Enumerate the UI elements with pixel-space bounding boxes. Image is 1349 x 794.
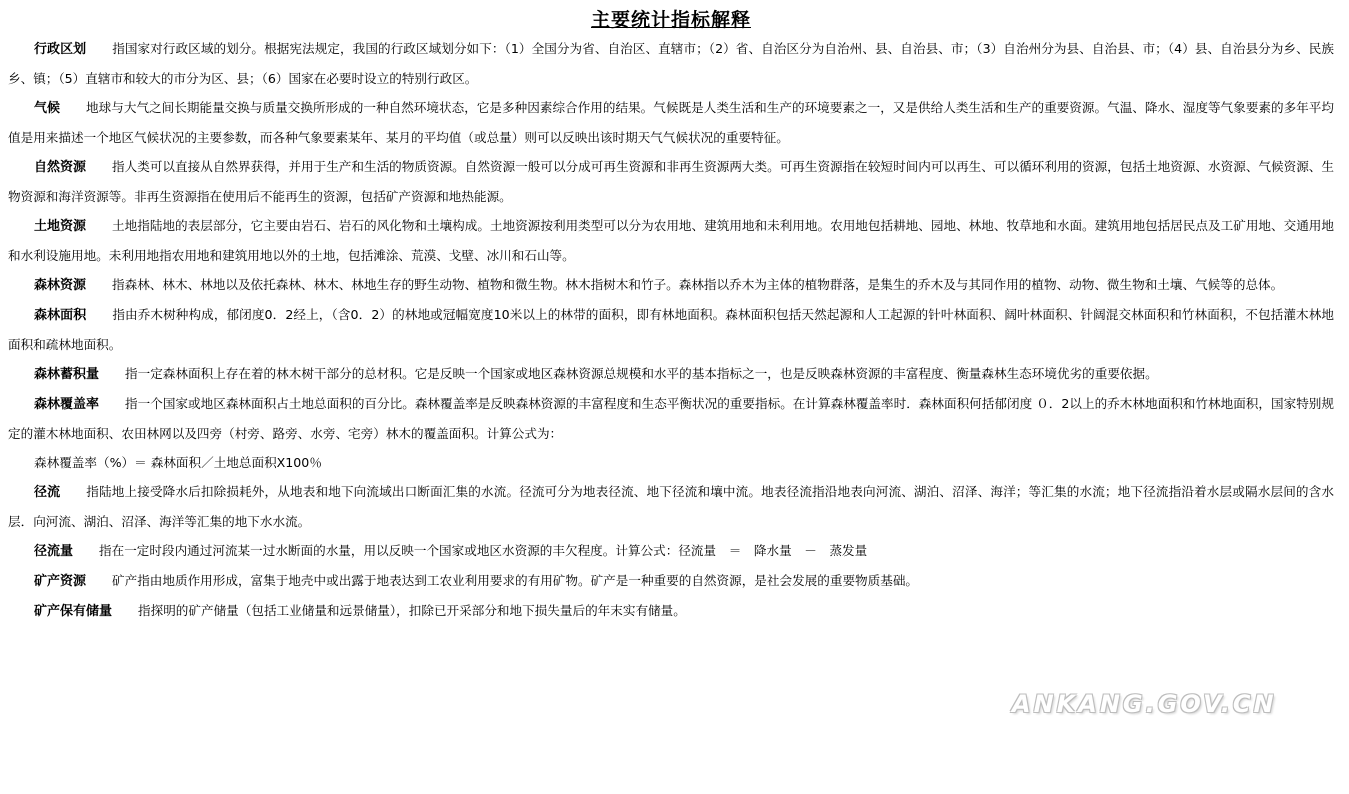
entry-term: 矿产保有储量	[34, 604, 113, 619]
entry-term: 森林面积	[34, 308, 87, 323]
entry-runoff	[8, 477, 1334, 536]
entry-land-resources	[8, 211, 1334, 270]
entry-term: 行政区划	[34, 42, 87, 57]
entry-mineral-resources	[8, 566, 1334, 596]
entry-term: 径流	[34, 485, 61, 500]
entry-text: 土地指陆地的表层部分，它主要由岩石、岩石的风化物和土壤构成。土地资源按利用类型可以分为农用地、建筑用地和未利用地。农用地包括耕地、园地、林地、牧草地和水面。建筑用地包括居民点及工矿用地、交通用地和水利设施用地。未利用地指农用地和建筑用地以外的土地，包括滩涂、荒漠、戈壁、冰川和石山等。	[8, 218, 1334, 263]
entry-text: 矿产指由地质作用形成，富集于地壳中或出露于地表达到工农业利用要求的有用矿物。矿产是一种重要的自然资源，是社会发展的重要物质基础。	[112, 573, 919, 588]
entry-term: 森林蓄积量	[34, 367, 100, 382]
entry-text: 指一个国家或地区森林面积占土地总面积的百分比。森林覆盖率是反映森林资源的丰富程度和生态平衡状况的重要指标。在计算森林覆盖率时．森林面积何括郁闭度 ０．2以上的乔木林地面积和竹林地面积，国家特别规定的灌木林地面积、农田林网以及四旁（村旁、路旁、水旁、宅旁）林木的覆盖面积。计算公式为：	[8, 396, 1334, 441]
entry-text: 指陆地上接受降水后扣除损耗外，从地表和地下向流域出口断面汇集的水流。径流可分为地表径流、地下径流和壤中流。地表径流指沿地表向河流、湖泊、沼泽、海洋；等汇集的水流；地下径流指沿着水层或隔水层间的含水层．向河流、湖泊、沼泽、海洋等汇集的地下水水流。	[8, 484, 1334, 529]
entry-text: 指由乔木树种构成，郁闭度0．2经上，（含0．2）的林地或冠幅宽度10米以上的林带的面积，即有林地面积。森林面积包括天然起源和人工起源的针叶林面积、阔叶林面积、针阔混交林面积和竹林面积，不包括灌木林地面积和疏林地面积。	[8, 307, 1334, 352]
entry-text: 指在一定时段内通过河流某一过水断面的水量，用以反映一个国家或地区水资源的丰欠程度。计算公式：径流量 ＝ 降水量 － 蒸发量	[99, 543, 868, 558]
entry-forest-stock-volume	[8, 359, 1334, 389]
entry-text: 指国家对行政区域的划分。根据宪法规定，我国的行政区域划分如下：（1）全国分为省、自治区、直辖市；（2）省、自治区分为自治州、县、自治县、市；（3）自治州分为县、自治县、市；（4）县、自治县分为乡、民族乡、镇；（5）直辖市和较大的市分为区、县；（6）国家在必要时设立的特别行政区。	[8, 41, 1334, 86]
entry-text: 指探明的矿产储量（包括工业储量和远景储量），扣除已开采部分和地下损失量后的年末实有储量。	[138, 603, 686, 618]
entry-term: 森林覆盖率	[34, 397, 100, 412]
entry-term: 气候	[34, 101, 61, 116]
entry-text: 指一定森林面积上存在着的林木树干部分的总材积。它是反映一个国家或地区森林资源总规模和水平的基本指标之一，也是反映森林资源的丰富程度、衡量森林生态环境优劣的重要依据。	[125, 366, 1158, 381]
entry-text: 指人类可以直接从自然界获得，并用于生产和生活的物质资源。自然资源一般可以分成可再生资源和非再生资源两大类。可再生资源指在较短时间内可以再生、可以循环利用的资源，包括土地资源、水资源、气候资源、生物资源和海洋资源等。非再生资源指在使用后不能再生的资源，包括矿产资源和地热能源。	[8, 159, 1334, 204]
site-watermark: ANKANG.GOV.CN	[1012, 690, 1277, 718]
entry-term: 森林资源	[34, 278, 87, 293]
entry-administrative-division	[8, 34, 1334, 93]
forest-coverage-formula: 森林覆盖率（%）＝ 森林面积／土地总面积X100％	[34, 455, 322, 470]
entry-term: 矿产资源	[34, 574, 87, 589]
entry-retained-mineral-reserves	[8, 596, 1334, 626]
entry-text: 指森林、林木、林地以及依托森林、林木、林地生存的野生动物、植物和微生物。林木指树木和竹子。森林指以乔木为主体的植物群落，是集生的乔木及与其同作用的植物、动物、微生物和土壤、气候等的总体。	[112, 277, 1284, 292]
entry-forest-coverage-rate	[8, 389, 1334, 448]
entry-term: 自然资源	[34, 160, 87, 175]
entry-climate	[8, 93, 1334, 152]
entry-term: 土地资源	[34, 219, 87, 234]
entry-runoff-volume	[8, 536, 1334, 566]
entry-term: 径流量	[34, 544, 74, 559]
page-title: 主要统计指标解释	[590, 9, 751, 31]
entry-forest-area	[8, 300, 1334, 359]
entry-forest-resources	[8, 270, 1334, 300]
document-body	[8, 6, 1334, 626]
entry-natural-resources	[8, 152, 1334, 211]
entry-text: 地球与大气之间长期能量交换与质量交换所形成的一种自然环境状态，它是多种因素综合作用的结果。气候既是人类生活和生产的环境要素之一，又是供给人类生活和生产的重要资源。气温、降水、湿度等气象要素的多年平均值是用来描述一个地区气候状况的主要参数，而各种气象要素某年、某月的平均值（或总量）则可以反映出该时期天气气候状况的重要特征。	[8, 100, 1334, 145]
